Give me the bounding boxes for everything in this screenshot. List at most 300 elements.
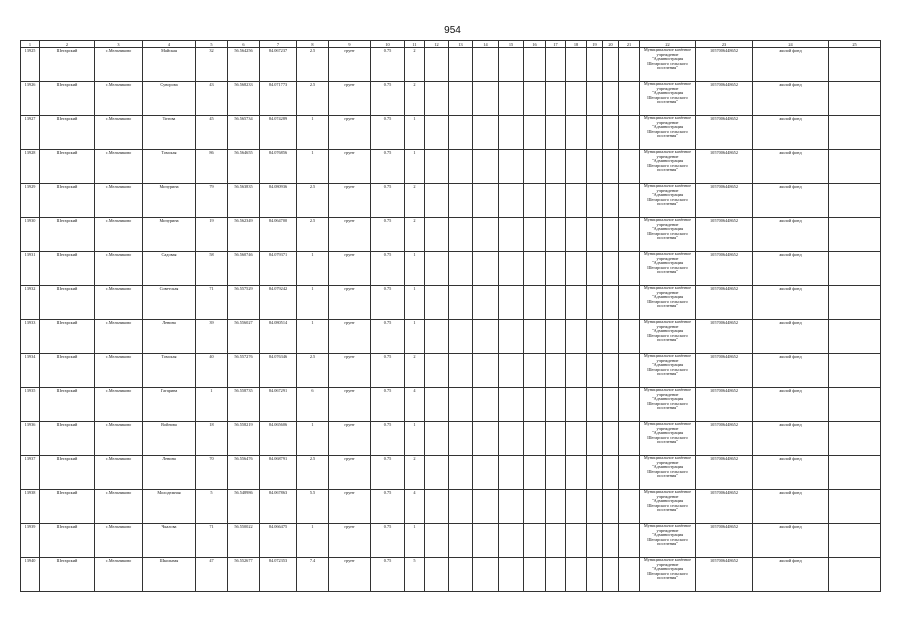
cell-empty bbox=[566, 286, 587, 320]
cell-surface: грунт bbox=[329, 388, 371, 422]
column-number-8: 8 bbox=[297, 41, 329, 48]
cell-district: Шегарский bbox=[40, 48, 95, 82]
cell-ogrn: 1057006448652 bbox=[696, 388, 753, 422]
cell-empty bbox=[566, 558, 587, 592]
cell-empty bbox=[619, 184, 640, 218]
cell-empty bbox=[619, 490, 640, 524]
cell-empty bbox=[499, 354, 524, 388]
cell-n10: 0.75 bbox=[371, 490, 405, 524]
cell-street: Молодежная bbox=[143, 490, 196, 524]
cell-empty bbox=[546, 252, 566, 286]
cell-lon: 84.067863 bbox=[260, 490, 297, 524]
cell-empty bbox=[566, 456, 587, 490]
cell-lon: 84.065606 bbox=[260, 422, 297, 456]
cell-n10: 0.75 bbox=[371, 422, 405, 456]
cell-surface: грунт bbox=[329, 456, 371, 490]
cell-empty bbox=[425, 286, 449, 320]
cell-empty bbox=[829, 286, 881, 320]
cell-empty bbox=[524, 218, 546, 252]
cell-n8: 2.5 bbox=[297, 82, 329, 116]
cell-empty bbox=[449, 558, 473, 592]
cell-n11: 4 bbox=[405, 388, 425, 422]
cell-locality: с.Мельниково bbox=[95, 48, 143, 82]
cell-n11: 5 bbox=[405, 558, 425, 592]
cell-empty bbox=[587, 490, 603, 524]
cell-n10: 0.75 bbox=[371, 524, 405, 558]
table-row bbox=[21, 558, 881, 592]
cell-n11: 2 bbox=[405, 354, 425, 388]
cell-lon: 84.074289 bbox=[260, 116, 297, 150]
cell-empty bbox=[524, 422, 546, 456]
cell-street: Мичурина bbox=[143, 218, 196, 252]
cell-empty bbox=[829, 82, 881, 116]
cell-street: Школьная bbox=[143, 558, 196, 592]
cell-empty bbox=[619, 354, 640, 388]
cell-street: Суворова bbox=[143, 82, 196, 116]
cell-empty bbox=[619, 218, 640, 252]
cell-surface: грунт bbox=[329, 150, 371, 184]
cell-n8: 1 bbox=[297, 116, 329, 150]
table-row bbox=[21, 218, 881, 252]
cell-empty bbox=[587, 116, 603, 150]
cell-lat: 56.558219 bbox=[228, 422, 260, 456]
column-number-3: 3 bbox=[95, 41, 143, 48]
cell-n8: 7.4 bbox=[297, 558, 329, 592]
cell-empty bbox=[566, 524, 587, 558]
cell-n10: 0.75 bbox=[371, 82, 405, 116]
cell-empty bbox=[425, 184, 449, 218]
cell-empty bbox=[449, 116, 473, 150]
cell-empty bbox=[546, 184, 566, 218]
cell-owner: Муниципальное казённое учреждение "Администрация Шегарского сельского поселения" bbox=[640, 456, 696, 490]
column-number-23: 23 bbox=[696, 41, 753, 48]
cell-ogrn: 1057006448652 bbox=[696, 354, 753, 388]
cell-n10: 0.75 bbox=[371, 218, 405, 252]
cell-empty bbox=[473, 456, 499, 490]
cell-empty bbox=[587, 558, 603, 592]
cell-owner: Муниципальное казённое учреждение "Администрация Шегарского сельского поселения" bbox=[640, 184, 696, 218]
cell-street: Советская bbox=[143, 286, 196, 320]
cell-purpose: жилой фонд bbox=[753, 184, 829, 218]
cell-n10: 0.75 bbox=[371, 252, 405, 286]
cell-empty bbox=[566, 218, 587, 252]
cell-empty bbox=[499, 422, 524, 456]
cell-empty bbox=[425, 252, 449, 286]
cell-purpose: жилой фонд bbox=[753, 388, 829, 422]
cell-lon: 84.067237 bbox=[260, 48, 297, 82]
column-number-4: 4 bbox=[143, 41, 196, 48]
cell-empty bbox=[524, 252, 546, 286]
column-number-16: 16 bbox=[524, 41, 546, 48]
cell-empty bbox=[587, 218, 603, 252]
cell-n10: 0.75 bbox=[371, 320, 405, 354]
cell-surface: грунт bbox=[329, 184, 371, 218]
table-row bbox=[21, 320, 881, 354]
cell-locality: с.Мельниково bbox=[95, 456, 143, 490]
cell-empty bbox=[829, 354, 881, 388]
cell-empty bbox=[499, 252, 524, 286]
cell-empty bbox=[449, 82, 473, 116]
cell-empty bbox=[587, 48, 603, 82]
cell-empty bbox=[603, 218, 619, 252]
cell-empty bbox=[425, 422, 449, 456]
cell-locality: с.Мельниково bbox=[95, 150, 143, 184]
cell-empty bbox=[425, 48, 449, 82]
cell-empty bbox=[473, 82, 499, 116]
page-number: 954 bbox=[444, 25, 461, 36]
cell-surface: грунт bbox=[329, 116, 371, 150]
cell-empty bbox=[566, 320, 587, 354]
cell-purpose: жилой фонд bbox=[753, 116, 829, 150]
cell-ogrn: 1057006448652 bbox=[696, 456, 753, 490]
cell-empty bbox=[524, 184, 546, 218]
cell-house: 47 bbox=[196, 558, 228, 592]
cell-empty bbox=[524, 116, 546, 150]
cell-n10: 0.75 bbox=[371, 354, 405, 388]
column-number-21: 21 bbox=[619, 41, 640, 48]
cell-n11: 2 bbox=[405, 82, 425, 116]
cell-empty bbox=[619, 456, 640, 490]
cell-ogrn: 1057006448652 bbox=[696, 116, 753, 150]
cell-ogrn: 1057006448652 bbox=[696, 490, 753, 524]
cell-lon: 84.072353 bbox=[260, 558, 297, 592]
cell-ogrn: 1057006448652 bbox=[696, 150, 753, 184]
cell-n10: 0.75 bbox=[371, 116, 405, 150]
cell-ogrn: 1057006448652 bbox=[696, 320, 753, 354]
cell-empty bbox=[524, 558, 546, 592]
cell-empty bbox=[829, 456, 881, 490]
cell-empty bbox=[566, 252, 587, 286]
cell-surface: грунт bbox=[329, 48, 371, 82]
cell-ogrn: 1057006448652 bbox=[696, 252, 753, 286]
cell-id: 13927 bbox=[21, 116, 40, 150]
cell-empty bbox=[524, 354, 546, 388]
cell-ogrn: 1057006448652 bbox=[696, 218, 753, 252]
cell-empty bbox=[587, 252, 603, 286]
table-row bbox=[21, 524, 881, 558]
cell-empty bbox=[829, 218, 881, 252]
cell-lat: 56.556476 bbox=[228, 456, 260, 490]
cell-purpose: жилой фонд bbox=[753, 286, 829, 320]
cell-empty bbox=[546, 388, 566, 422]
cell-empty bbox=[587, 150, 603, 184]
cell-n8: 1 bbox=[297, 286, 329, 320]
cell-house: 71 bbox=[196, 286, 228, 320]
cell-empty bbox=[546, 490, 566, 524]
cell-empty bbox=[499, 524, 524, 558]
cell-empty bbox=[449, 218, 473, 252]
cell-empty bbox=[829, 422, 881, 456]
cell-n8: 5.5 bbox=[297, 490, 329, 524]
cell-locality: с.Мельниково bbox=[95, 558, 143, 592]
cell-surface: грунт bbox=[329, 354, 371, 388]
cell-street: Ленина bbox=[143, 320, 196, 354]
cell-n8: 2.5 bbox=[297, 456, 329, 490]
column-number-11: 11 bbox=[405, 41, 425, 48]
cell-district: Шегарский bbox=[40, 82, 95, 116]
cell-empty bbox=[829, 320, 881, 354]
cell-empty bbox=[524, 82, 546, 116]
cell-empty bbox=[603, 456, 619, 490]
cell-empty bbox=[473, 48, 499, 82]
cell-surface: грунт bbox=[329, 524, 371, 558]
column-number-14: 14 bbox=[473, 41, 499, 48]
cell-lon: 84.066475 bbox=[260, 524, 297, 558]
cell-lat: 56.564256 bbox=[228, 48, 260, 82]
cell-purpose: жилой фонд bbox=[753, 82, 829, 116]
cell-surface: грунт bbox=[329, 558, 371, 592]
cell-house: 58 bbox=[196, 252, 228, 286]
cell-district: Шегарский bbox=[40, 286, 95, 320]
cell-empty bbox=[449, 354, 473, 388]
cell-district: Шегарский bbox=[40, 150, 95, 184]
table-row bbox=[21, 48, 881, 82]
cell-purpose: жилой фонд bbox=[753, 422, 829, 456]
cell-empty bbox=[566, 48, 587, 82]
cell-n8: 2.5 bbox=[297, 184, 329, 218]
cell-lon: 84.068791 bbox=[260, 456, 297, 490]
cell-street: Майская bbox=[143, 48, 196, 82]
cell-empty bbox=[603, 82, 619, 116]
cell-owner: Муниципальное казённое учреждение "Администрация Шегарского сельского поселения" bbox=[640, 82, 696, 116]
cell-empty bbox=[566, 490, 587, 524]
cell-street: Войнова bbox=[143, 422, 196, 456]
cell-empty bbox=[603, 490, 619, 524]
cell-empty bbox=[587, 388, 603, 422]
cell-purpose: жилой фонд bbox=[753, 456, 829, 490]
cell-empty bbox=[619, 558, 640, 592]
cell-id: 13928 bbox=[21, 150, 40, 184]
cell-street: Томская bbox=[143, 354, 196, 388]
cell-empty bbox=[619, 388, 640, 422]
cell-lat: 56.560746 bbox=[228, 252, 260, 286]
cell-empty bbox=[546, 320, 566, 354]
cell-empty bbox=[603, 320, 619, 354]
cell-n10: 0.75 bbox=[371, 286, 405, 320]
cell-owner: Муниципальное казённое учреждение "Администрация Шегарского сельского поселения" bbox=[640, 490, 696, 524]
cell-id: 13929 bbox=[21, 184, 40, 218]
cell-empty bbox=[473, 422, 499, 456]
cell-house: 5 bbox=[196, 490, 228, 524]
cell-surface: грунт bbox=[329, 490, 371, 524]
cell-empty bbox=[546, 456, 566, 490]
cell-house: 79 bbox=[196, 184, 228, 218]
cell-empty bbox=[587, 82, 603, 116]
cell-id: 13930 bbox=[21, 218, 40, 252]
cell-empty bbox=[587, 320, 603, 354]
cell-owner: Муниципальное казённое учреждение "Администрация Шегарского сельского поселения" bbox=[640, 354, 696, 388]
cell-empty bbox=[603, 48, 619, 82]
column-number-19: 19 bbox=[587, 41, 603, 48]
table-row bbox=[21, 184, 881, 218]
cell-district: Шегарский bbox=[40, 490, 95, 524]
cell-empty bbox=[473, 286, 499, 320]
cell-empty bbox=[524, 150, 546, 184]
cell-n10: 0.75 bbox=[371, 48, 405, 82]
column-number-22: 22 bbox=[640, 41, 696, 48]
cell-lon: 84.067291 bbox=[260, 388, 297, 422]
cell-empty bbox=[473, 558, 499, 592]
cell-street: Чкалова bbox=[143, 524, 196, 558]
cell-locality: с.Мельниково bbox=[95, 184, 143, 218]
cell-owner: Муниципальное казённое учреждение "Администрация Шегарского сельского поселения" bbox=[640, 116, 696, 150]
column-number-20: 20 bbox=[603, 41, 619, 48]
cell-owner: Муниципальное казённое учреждение "Администрация Шегарского сельского поселения" bbox=[640, 558, 696, 592]
cell-district: Шегарский bbox=[40, 320, 95, 354]
cell-empty bbox=[499, 286, 524, 320]
cell-locality: с.Мельниково bbox=[95, 354, 143, 388]
cell-n8: 1 bbox=[297, 252, 329, 286]
cell-empty bbox=[829, 388, 881, 422]
cell-street: Титова bbox=[143, 116, 196, 150]
cell-empty bbox=[829, 490, 881, 524]
cell-locality: с.Мельниково bbox=[95, 388, 143, 422]
table-row bbox=[21, 286, 881, 320]
cell-lat: 56.563835 bbox=[228, 184, 260, 218]
column-number-6: 6 bbox=[228, 41, 260, 48]
cell-empty bbox=[587, 422, 603, 456]
cell-n8: 2.5 bbox=[297, 354, 329, 388]
cell-ogrn: 1057006448652 bbox=[696, 184, 753, 218]
cell-empty bbox=[524, 490, 546, 524]
cell-empty bbox=[473, 320, 499, 354]
cell-district: Шегарский bbox=[40, 388, 95, 422]
cell-empty bbox=[473, 354, 499, 388]
cell-purpose: жилой фонд bbox=[753, 218, 829, 252]
cell-owner: Муниципальное казённое учреждение "Администрация Шегарского сельского поселения" bbox=[640, 48, 696, 82]
cell-house: 40 bbox=[196, 354, 228, 388]
cell-n11: 4 bbox=[405, 490, 425, 524]
cell-empty bbox=[619, 116, 640, 150]
cell-locality: с.Мельниково bbox=[95, 286, 143, 320]
table-row bbox=[21, 150, 881, 184]
table-row bbox=[21, 422, 881, 456]
cell-empty bbox=[499, 150, 524, 184]
table-row bbox=[21, 82, 881, 116]
cell-lat: 56.548986 bbox=[228, 490, 260, 524]
cell-locality: с.Мельниково bbox=[95, 490, 143, 524]
cell-lat: 56.558735 bbox=[228, 388, 260, 422]
cell-empty bbox=[499, 116, 524, 150]
cell-empty bbox=[603, 116, 619, 150]
cell-n11: 2 bbox=[405, 456, 425, 490]
column-number-2: 2 bbox=[40, 41, 95, 48]
cell-n10: 0.75 bbox=[371, 150, 405, 184]
cell-empty bbox=[473, 252, 499, 286]
cell-n8: 2.5 bbox=[297, 218, 329, 252]
cell-empty bbox=[566, 184, 587, 218]
cell-empty bbox=[499, 320, 524, 354]
cell-empty bbox=[829, 252, 881, 286]
cell-empty bbox=[449, 456, 473, 490]
cell-district: Шегарский bbox=[40, 252, 95, 286]
registry-table bbox=[20, 40, 881, 592]
cell-purpose: жилой фонд bbox=[753, 558, 829, 592]
cell-empty bbox=[449, 252, 473, 286]
cell-locality: с.Мельниково bbox=[95, 524, 143, 558]
cell-empty bbox=[603, 354, 619, 388]
table-row bbox=[21, 388, 881, 422]
cell-purpose: жилой фонд bbox=[753, 252, 829, 286]
cell-house: 18 bbox=[196, 422, 228, 456]
cell-empty bbox=[473, 388, 499, 422]
cell-street: Мичурина bbox=[143, 184, 196, 218]
cell-empty bbox=[587, 354, 603, 388]
cell-empty bbox=[499, 558, 524, 592]
column-number-18: 18 bbox=[566, 41, 587, 48]
cell-empty bbox=[619, 524, 640, 558]
cell-empty bbox=[425, 524, 449, 558]
cell-owner: Муниципальное казённое учреждение "Администрация Шегарского сельского поселения" bbox=[640, 524, 696, 558]
column-number-9: 9 bbox=[329, 41, 371, 48]
cell-district: Шегарский bbox=[40, 354, 95, 388]
cell-empty bbox=[619, 252, 640, 286]
cell-empty bbox=[425, 558, 449, 592]
cell-owner: Муниципальное казённое учреждение "Администрация Шегарского сельского поселения" bbox=[640, 150, 696, 184]
cell-n11: 1 bbox=[405, 286, 425, 320]
cell-empty bbox=[829, 558, 881, 592]
cell-n11: 1 bbox=[405, 524, 425, 558]
cell-empty bbox=[829, 184, 881, 218]
cell-empty bbox=[546, 48, 566, 82]
table-row bbox=[21, 252, 881, 286]
column-number-25: 25 bbox=[829, 41, 881, 48]
cell-ogrn: 1057006448652 bbox=[696, 558, 753, 592]
cell-n10: 0.75 bbox=[371, 558, 405, 592]
cell-district: Шегарский bbox=[40, 218, 95, 252]
cell-surface: грунт bbox=[329, 320, 371, 354]
cell-n11: 1 bbox=[405, 422, 425, 456]
cell-purpose: жилой фонд bbox=[753, 354, 829, 388]
column-number-12: 12 bbox=[425, 41, 449, 48]
cell-house: 43 bbox=[196, 82, 228, 116]
cell-n11: 1 bbox=[405, 320, 425, 354]
cell-empty bbox=[619, 150, 640, 184]
column-number-5: 5 bbox=[196, 41, 228, 48]
cell-purpose: жилой фонд bbox=[753, 150, 829, 184]
cell-empty bbox=[546, 558, 566, 592]
cell-street: Томская bbox=[143, 150, 196, 184]
cell-empty bbox=[603, 184, 619, 218]
cell-house: 45 bbox=[196, 116, 228, 150]
cell-id: 13933 bbox=[21, 320, 40, 354]
cell-empty bbox=[449, 490, 473, 524]
cell-empty bbox=[449, 286, 473, 320]
cell-id: 13940 bbox=[21, 558, 40, 592]
cell-empty bbox=[829, 150, 881, 184]
cell-surface: грунт bbox=[329, 82, 371, 116]
cell-locality: с.Мельниково bbox=[95, 82, 143, 116]
cell-surface: грунт bbox=[329, 422, 371, 456]
cell-id: 13939 bbox=[21, 524, 40, 558]
cell-district: Шегарский bbox=[40, 558, 95, 592]
cell-empty bbox=[546, 116, 566, 150]
cell-empty bbox=[546, 422, 566, 456]
cell-locality: с.Мельниково bbox=[95, 252, 143, 286]
cell-owner: Муниципальное казённое учреждение "Администрация Шегарского сельского поселения" bbox=[640, 252, 696, 286]
cell-empty bbox=[425, 320, 449, 354]
cell-empty bbox=[524, 524, 546, 558]
cell-lat: 56.565734 bbox=[228, 116, 260, 150]
cell-empty bbox=[499, 388, 524, 422]
cell-lon: 84.079242 bbox=[260, 286, 297, 320]
table-row bbox=[21, 490, 881, 524]
cell-locality: с.Мельниково bbox=[95, 218, 143, 252]
cell-empty bbox=[524, 456, 546, 490]
cell-district: Шегарский bbox=[40, 422, 95, 456]
cell-n11: 1 bbox=[405, 252, 425, 286]
cell-n8: 1 bbox=[297, 422, 329, 456]
